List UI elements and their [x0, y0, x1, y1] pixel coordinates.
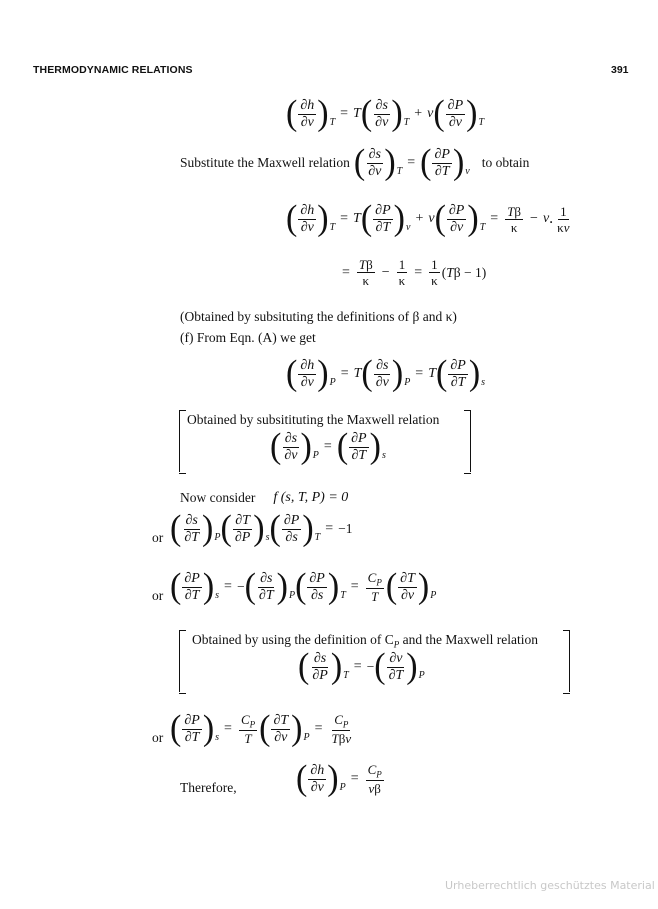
- maxwell-substitution-line: Substitute the Maxwell relation ( $\frac{\partial s}{\partial v}$ ) T = ( $\frac{\partial P}{\partial T}$ ) v to obtain: [180, 143, 530, 182]
- running-header: THERMODYNAMIC RELATIONS: [33, 64, 193, 76]
- equation-result: ( $\frac{\partial h}{\partial v}$ ) P = $\frac{C_P}{v\beta}$: [296, 759, 382, 798]
- equation-dh-dv-t: ( $\frac{\partial h}{\partial v}$ ) T = T ( $\frac{\partial s}{\partial v}$ ) T + v ( $\frac{\partial P}{\partial v}$ ) T: [286, 94, 485, 133]
- or-label-2: or: [152, 588, 164, 603]
- box2-text: Obtained by using the definition of $C_P$ and the Maxwell relation: [192, 632, 538, 650]
- or-label-3: or: [152, 730, 164, 745]
- equation-cyclic: ( $\frac{\partial s}{\partial T}$ ) P ( $\frac{\partial T}{\partial P}$ ) s ( $\frac{\partial P}{\partial s}$ ) T = −1: [170, 509, 353, 548]
- to-obtain-text: to obtain: [481, 155, 530, 170]
- box1-equation: ( $\frac{\partial s}{\partial v}$ ) P = ( $\frac{\partial P}{\partial T}$ ) s: [270, 427, 386, 466]
- obtained-definitions-text: (Obtained by subsituting the definitions of β and κ): [180, 309, 457, 324]
- now-consider-line: [180, 490, 348, 506]
- page-number: 391: [611, 64, 629, 76]
- equation-simplified: = $\frac{T\beta}{\kappa}$ − $\frac{1}{\kappa}$ = $\frac{1}{\kappa}$ (Tβ − 1): [342, 257, 487, 288]
- therefore-text: Therefore,: [180, 780, 237, 795]
- copyright-watermark: Urheberrechtlich geschütztes Material: [445, 879, 655, 892]
- function-text: f (s, T, P) = 0: [273, 490, 349, 505]
- box2-equation: ( $\frac{\partial s}{\partial P}$ ) T = − ( $\frac{\partial v}{\partial T}$ ) P: [298, 647, 425, 686]
- equation-substituted: ( $\frac{\partial h}{\partial v}$ ) T = T ( $\frac{\partial P}{\partial T}$ ) v + v ( $\frac{\partial P}{\partial v}$ ) T = $\frac{T\beta}{\kappa}$ − v . $\frac{1}{\kappa v}$: [286, 199, 570, 238]
- equation-dp-dt-s: ( $\frac{\partial P}{\partial T}$ ) s = − ( $\frac{\partial s}{\partial T}$ ) P ( $\frac{\partial P}{\partial s}$ ) T = $\frac{C_P}{T}$ ( $\frac{\partial T}{\partial v}$ ) P: [170, 567, 437, 606]
- equation-dp-dt-s-final: ( $\frac{\partial P}{\partial T}$ ) s = $\frac{C_P}{T}$ ( $\frac{\partial T}{\partial v}$ ) P = $\frac{C_P}{\text{Tβv}}$: [170, 709, 352, 748]
- box1-text: Obtained by subsitituting the Maxwell relation: [187, 412, 440, 427]
- from-eqn-text: (f) From Eqn. (A) we get: [180, 330, 316, 345]
- or-label-1: or: [152, 530, 164, 545]
- now-consider-text: Now consider: [180, 490, 256, 505]
- maxwell-intro-text: Substitute the Maxwell relation: [180, 155, 350, 170]
- equation-dh-dv-p: ( $\frac{\partial h}{\partial v}$ ) P = T ( $\frac{\partial s}{\partial v}$ ) P = T ( $\frac{\partial P}{\partial T}$ ) s: [286, 354, 486, 393]
